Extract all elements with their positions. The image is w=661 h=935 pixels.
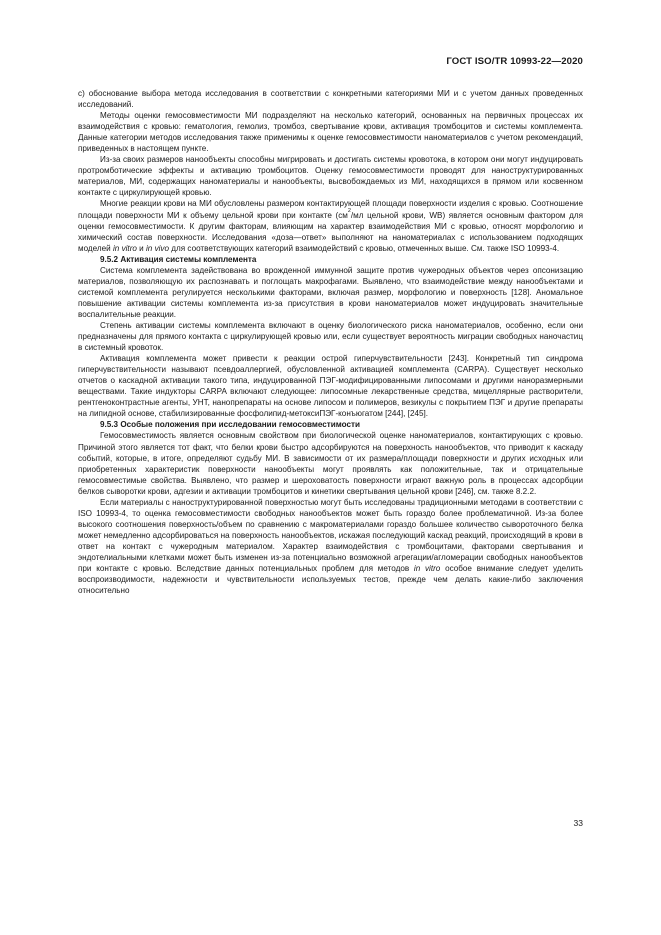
paragraph bbox=[78, 198, 583, 253]
running-header: ГОСТ ISO/TR 10993-22—2020 bbox=[446, 56, 583, 67]
paragraph bbox=[78, 497, 583, 596]
paragraph: Методы оценки гемосовместимости МИ подразделяют на несколько категорий, основанных на первичных процессах их взаимодействия с кровью: гематология, гемолиз, тромбоз, свертывание крови, активация тромбоцитов и системы комплемента. Данные категории методов исследования также применимы к оценке гемосовместимости наноматериалов с учетом рекомендаций, приведенных в настоящем пункте. bbox=[78, 111, 583, 154]
paragraph: Гемосовместимость является основным свойством при биологической оценке наноматериалов, контактирующих с кровью. Причиной этого является тот факт, что белки крови быстро адсорбируются на поверхность нанообъектов, что приводит к каскаду событий, которые, в итоге, определяют судьбу МИ. В зависимости от их размера/площади поверхности и других исходных или приобретенных характеристик поверхности нанообъекты могут проявлять как положительные, так и отрицательные гемосовместимые свойства. Выявлено, что размер и шероховатость поверхности играют важную роль в процессах адсорбции белков сыворотки крови, адгезии и активации тромбоцитов и кинетики свертывания цельной крови [246], см. также 8.2.2. bbox=[78, 431, 583, 496]
section-heading-9-5-2: 9.5.2 Активация системы комплемента bbox=[100, 254, 257, 264]
italic-term: in vitro bbox=[112, 243, 137, 253]
superscript: 2 bbox=[347, 207, 351, 214]
section-heading-9-5-3: 9.5.3 Особые положения при исследовании гемосовместимости bbox=[100, 420, 361, 430]
page-body bbox=[78, 88, 583, 596]
paragraph-list-item-c: с) обоснование выбора метода исследования в соответствии с конкретными категориями МИ и с учетом данных проведенных исследований. bbox=[78, 89, 583, 110]
paragraph: Из-за своих размеров нанообъекты способны мигрировать и достигать системы кровотока, в котором они могут индуцировать протромботические эффекты и активацию тромбоцитов. Оценку гемосовместимости проводят для наноструктурированных материалов, МИ, содержащих наноматериалы и нанообъекты, высвобождаемых из МИ, находящихся в прямом или косвенном контакте с циркулирующей кровью. bbox=[78, 155, 583, 198]
text-run: /мл цельной крови, WB) является основным фактором для оценки гемосовместимости. К другим факторам, влияющим на характер взаимодействия МИ с кровью, относят морфологию и химический состав поверхности. Исследования «доза—ответ» выполняют на наноматериалах с использованием подходящих моделей bbox=[78, 210, 583, 253]
text-run: Многие реакции крови на МИ обусловлены размером контактирующей площади поверхности изделия с кровью. Соотношение площади поверхности МИ к объему цельной крови при контакте (см bbox=[78, 199, 583, 220]
italic-term: in vitro bbox=[413, 564, 441, 574]
paragraph: Система комплемента задействована во врожденной иммунной защите против чужеродных объектов через опсонизацию материалов, позволяющую их распознавать и поглощать макрофагами. Выявлено, что взаимодействие между нанообъектами и системой комплемента регулируется несколькими факторами, включая размер, морфологию и поверхность [128]. Аномальное повышение активации системы комплемента из-за присутствия в крови наноматериалов может индуцировать значительные воспалительные реакции. bbox=[78, 265, 583, 319]
paragraph: Активация комплемента может привести к реакции острой гиперчувствительности [243]. Конкретный тип синдрома гиперчувствительности называют псевдоаллергией, обусловленной активацией комплемента (CARPA). Существует несколько отчетов о каскадной активации такого типа, индуцированной ПЭГ-модифицированными липосомами и другими наноразмерными веществами. Такие индукторы CARPA включают следующее: липосомные лекарственные средства, мицеллярные растворители, рентгеноконтрастные агенты, УНТ, нанопрепараты на основе липосом и полимеров, везикулы с покрытием ПЭГ и другие препараты на липидной основе, стабилизированные фосфолипид-метоксиПЭГ-конъюгатом [244], [245]. bbox=[78, 354, 583, 419]
text-run: и bbox=[136, 243, 146, 253]
italic-term: in vivo bbox=[145, 243, 170, 253]
page-number: 33 bbox=[573, 818, 583, 828]
text-run: Если материалы с наноструктурированной поверхностью могут быть исследованы традиционными методами в соответствии с ISO 10993-4, то оценка гемосовместимости свободных нанообъектов может быть гораздо более проблематичной. Из-за более высокого соотношения поверхность/объем по сравнению с макроматериалами гораздо большее количество сывороточного белка может немедленно адсорбироваться на поверхность нанообъектов, искажая последующий каскад реакций, происходящий в крови в ответ на контакт с чужеродным материалом. Характер взаимодействия с тромбоцитами, факторами свертывания и эндотелиальными клетками может быть изменен из-за потенциально возможной агрегации/агломерации свободных нанообъектов при контакте с кровью. Вследствие данных потенциальных проблем для методов bbox=[78, 497, 583, 574]
text-run: особое внимание следует уделить воспроизводимости, надежности и чувствительности используемых тестов, прежде чем делать какие-либо заключения относительно bbox=[78, 564, 584, 596]
paragraph: Степень активации системы комплемента включают в оценку биологического риска наноматериалов, особенно, если они предназначены для прямого контакта с циркулирующей кровью или, если существует вероятность миграции свободных наночастиц в системный кровоток. bbox=[78, 320, 583, 353]
text-run: для соответствующих категорий взаимодействий с кровью, отмеченных выше. См. также ISO 10993-4. bbox=[169, 243, 560, 253]
